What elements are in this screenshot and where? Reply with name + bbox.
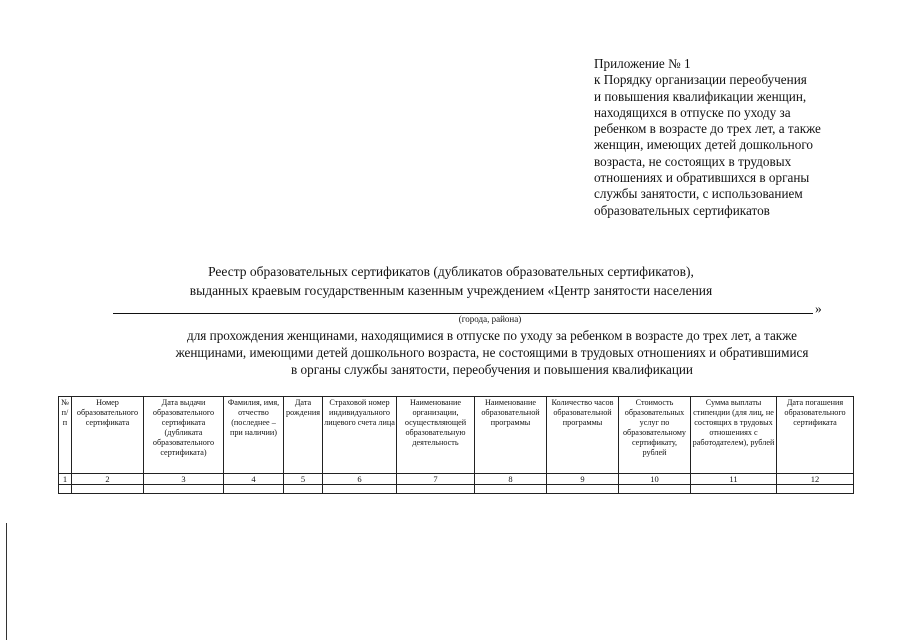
underline-caption: (города, района) [458,314,522,324]
empty-cell [224,485,284,494]
purpose-line-1: для прохождения женщинами, находящимися в отпуске по уходу за ребенком в возрасте до трех лет, а также [186,328,797,343]
appendix-line: службы занятости, с использованием [594,186,803,202]
empty-cell [475,485,547,494]
column-number-cell: 9 [547,474,619,485]
appendix-line: ребенком в возрасте до трех лет, а также [594,121,821,137]
column-number-cell: 7 [397,474,475,485]
column-number-cell: 4 [224,474,284,485]
column-number-cell: 11 [691,474,777,485]
appendix-line: находящихся в отпуске по уходу за [594,104,791,120]
header-cell: № п/п [59,397,72,474]
empty-cell [619,485,691,494]
appendix-line: и повышения квалификации женщин, [594,88,807,104]
empty-cell [59,485,72,494]
table-header-row [59,397,854,474]
empty-cell [397,485,475,494]
header-cell: Дата погашения образовательного сертификата [777,397,854,474]
column-number-row [59,474,854,485]
empty-cell [323,485,397,494]
header-cell: Страховой номер индивидуального лицевого счета лица [323,397,397,474]
appendix-line: к Порядку организации переобучения [594,72,807,88]
header-cell: Фамилия, имя, отчество (последнее – при наличии) [224,397,284,474]
appendix-line: Приложение № 1 [594,56,691,71]
column-number-cell: 3 [144,474,224,485]
registry-table [58,396,854,494]
header-cell: Дата выдачи образовательного сертификата (дубликата образовательного сертификата) [144,397,224,474]
column-number-cell: 8 [475,474,547,485]
appendix-block [594,56,884,219]
registry-title-line-2: выданных краевым государственным казенным учреждением «Центр занятости населения [189,283,713,298]
appendix-line: женщин, имеющих детей дошкольного [594,137,813,153]
column-number-cell: 6 [323,474,397,485]
header-cell: Дата рождения [284,397,323,474]
table-row [59,485,854,494]
appendix-line: образовательных сертификатов [594,202,770,218]
empty-cell [72,485,144,494]
appendix-line: возраста, не состоящих в трудовых [594,153,792,169]
scan-edge-line [6,523,7,640]
purpose-line-2: женщинами, имеющими детей дошкольного возраста, не состоящими в трудовых отношениях и обратившимися [175,345,809,360]
header-cell: Сумма выплаты стипендии (для лиц, не состоящих в трудовых отношениях с работодателем), рублей [691,397,777,474]
column-number-cell: 12 [777,474,854,485]
registry-title-line-1: Реестр образовательных сертификатов (дубликатов образовательных сертификатов), [208,264,694,279]
header-cell: Количество часов образовательной программы [547,397,619,474]
empty-cell [547,485,619,494]
header-cell: Стоимость образовательных услуг по образовательному сертификату, рублей [619,397,691,474]
purpose-line-3: в органы службы занятости, переобучения и повышения квалификации [290,362,693,377]
appendix-line: отношениях и обратившихся в органы [594,170,810,186]
closing-quote: » [815,301,822,316]
column-number-cell: 10 [619,474,691,485]
empty-cell [691,485,777,494]
header-cell: Наименование организации, осуществляющей образовательную деятельность [397,397,475,474]
empty-cell [284,485,323,494]
header-cell: Наименование образовательной программы [475,397,547,474]
column-number-cell: 1 [59,474,72,485]
empty-cell [777,485,854,494]
column-number-cell: 2 [72,474,144,485]
column-number-cell: 5 [284,474,323,485]
empty-cell [144,485,224,494]
header-cell: Номер образовательного сертификата [72,397,144,474]
